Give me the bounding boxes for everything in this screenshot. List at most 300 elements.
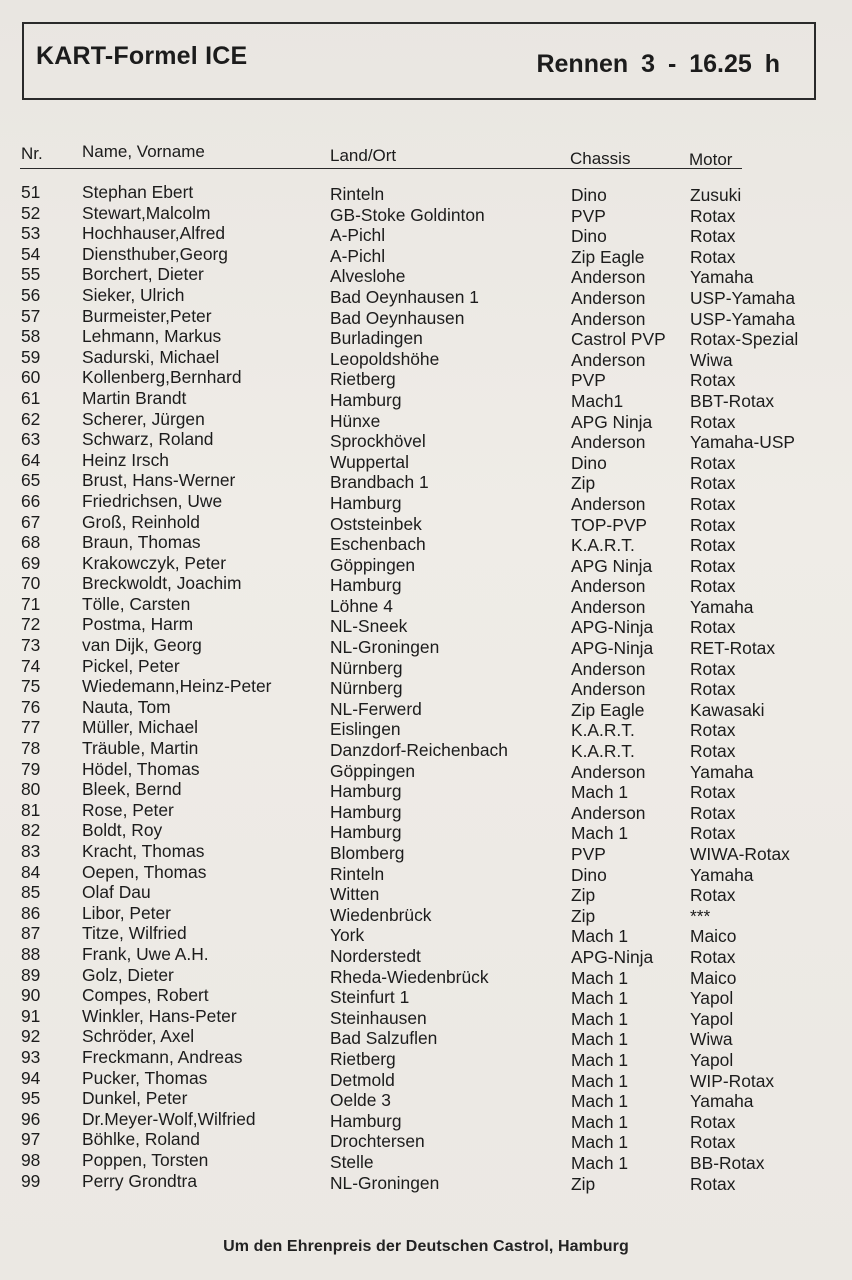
chassis-value: PVP — [571, 205, 606, 226]
driver-location: Nürnberg — [330, 657, 403, 678]
motor-value: Rotax-Spezial — [690, 329, 799, 350]
driver-name: Groß, Reinhold — [82, 511, 200, 532]
entry-number: 56 — [21, 284, 41, 305]
entry-number: 94 — [21, 1067, 41, 1088]
driver-location: Blomberg — [330, 843, 405, 863]
chassis-value: PVP — [571, 370, 606, 391]
chassis-value: Anderson — [571, 802, 646, 823]
table-row — [0, 1171, 852, 1192]
driver-location: Hamburg — [330, 1110, 402, 1131]
entry-number: 63 — [21, 429, 41, 450]
motor-value: Rotax — [690, 493, 736, 514]
motor-value: Rotax — [690, 617, 736, 638]
table-row — [0, 553, 852, 574]
chassis-value: Anderson — [571, 287, 646, 308]
driver-name: Olaf Dau — [82, 882, 151, 903]
driver-name: Compes, Robert — [82, 985, 209, 1006]
driver-location: Göppingen — [330, 554, 416, 575]
motor-value: BBT-Rotax — [690, 390, 775, 411]
chassis-value: APG Ninja — [571, 555, 653, 576]
driver-location: Brandbach 1 — [330, 472, 429, 493]
footer-note: Um den Ehrenpreis der Deutschen Castrol, Hamburg — [223, 1238, 629, 1255]
table-row — [0, 635, 852, 659]
driver-location: Hamburg — [330, 492, 402, 513]
motor-value: Rotax — [690, 535, 736, 556]
col-motor: Motor — [689, 150, 733, 169]
table-row — [0, 388, 852, 409]
motor-value: Rotax — [690, 226, 736, 247]
table-row — [0, 738, 852, 762]
entry-number: 80 — [21, 779, 41, 800]
entry-number: 90 — [21, 985, 41, 1006]
entry-number: 65 — [21, 470, 41, 491]
entry-number: 68 — [21, 532, 41, 553]
table-row — [0, 244, 852, 265]
driver-location: York — [330, 925, 365, 946]
driver-name: Müller, Michael — [82, 717, 198, 738]
entry-number: 92 — [21, 1026, 41, 1047]
entry-number: 67 — [21, 511, 41, 532]
chassis-value: APG Ninja — [571, 411, 653, 432]
chassis-value: Anderson — [571, 658, 646, 679]
entry-number: 62 — [21, 408, 41, 429]
table-row — [0, 1150, 852, 1171]
entry-number: 82 — [21, 820, 41, 841]
driver-name: Dr.Meyer-Wolf,Wilfried — [82, 1108, 256, 1129]
table-row — [0, 1129, 852, 1153]
driver-name: Stephan Ebert — [82, 182, 194, 202]
entry-number: 58 — [21, 326, 41, 347]
motor-value: Yamaha — [690, 596, 754, 617]
driver-location: Bad Oeynhausen — [330, 307, 465, 328]
driver-location: A-Pichl — [330, 225, 386, 246]
table-row — [0, 614, 852, 638]
entry-number: 99 — [21, 1170, 41, 1191]
driver-name: Tölle, Carsten — [82, 593, 191, 614]
chassis-value: Anderson — [571, 576, 646, 597]
driver-location: Hamburg — [330, 781, 402, 802]
driver-location: Steinfurt 1 — [330, 987, 410, 1008]
driver-location: Eislingen — [330, 719, 401, 740]
chassis-value: Castrol PVP — [571, 329, 666, 350]
motor-value: Yamaha — [690, 267, 754, 288]
driver-name: Postma, Harm — [82, 614, 194, 635]
table-row — [0, 223, 852, 247]
chassis-value: APG-Ninja — [571, 638, 654, 659]
chassis-value: Zip — [571, 1173, 596, 1194]
motor-value: BB-Rotax — [690, 1152, 765, 1173]
entry-number: 83 — [21, 841, 41, 861]
chassis-value: K.A.R.T. — [571, 720, 635, 741]
entry-number: 96 — [21, 1108, 41, 1129]
chassis-value: Zip — [571, 885, 596, 906]
driver-location: Göppingen — [330, 760, 416, 781]
table-row — [0, 367, 852, 391]
driver-location: Bad Salzuflen — [330, 1028, 438, 1049]
motor-value: Rotax — [690, 885, 736, 906]
motor-value: USP-Yamaha — [690, 308, 796, 329]
driver-name: Braun, Thomas — [82, 532, 201, 553]
driver-location: Detmold — [330, 1069, 395, 1090]
driver-location: Oststeinbek — [330, 513, 422, 534]
header-rule — [20, 168, 742, 169]
driver-location: Rheda-Wiedenbrück — [330, 966, 489, 987]
driver-name: Borchert, Dieter — [82, 264, 204, 285]
motor-value: Rotax — [690, 370, 736, 391]
driver-location: Hamburg — [330, 822, 402, 843]
motor-value: Rotax — [690, 823, 736, 844]
driver-name: Heinz Irsch — [82, 449, 169, 470]
table-row — [0, 470, 852, 494]
chassis-value: Anderson — [571, 761, 646, 782]
driver-location: Norderstedt — [330, 945, 421, 966]
chassis-value: Mach 1 — [571, 1008, 629, 1029]
column-headers — [0, 140, 852, 170]
entry-number: 57 — [21, 305, 41, 326]
driver-name: Dunkel, Peter — [82, 1088, 188, 1109]
table-row — [0, 1068, 852, 1089]
driver-location: Hünxe — [330, 410, 381, 431]
entry-number: 81 — [21, 799, 41, 820]
motor-value: Yapol — [690, 1008, 734, 1029]
driver-name: Freckmann, Andreas — [82, 1046, 243, 1067]
driver-name: Böhlke, Roland — [82, 1129, 200, 1150]
driver-name: Libor, Peter — [82, 902, 171, 923]
motor-value: Kawasaki — [690, 699, 765, 720]
driver-location: Danzdorf-Reichenbach — [330, 740, 508, 761]
entry-number: 60 — [21, 367, 41, 388]
driver-location: Rietberg — [330, 369, 396, 390]
motor-value: Rotax — [690, 658, 736, 679]
entry-number: 75 — [21, 676, 41, 697]
table-row — [0, 882, 852, 906]
driver-name: Schröder, Axel — [82, 1026, 195, 1047]
chassis-value: Mach 1 — [571, 967, 629, 988]
driver-name: Lehmann, Markus — [82, 326, 222, 347]
table-row — [0, 985, 852, 1009]
driver-name: Diensthuber,Georg — [82, 243, 228, 264]
motor-value: WIWA-Rotax — [690, 844, 790, 864]
table-row — [0, 347, 852, 368]
driver-name: Breckwoldt, Joachim — [82, 573, 242, 594]
driver-location: Rinteln — [330, 863, 385, 884]
motor-value: Rotax — [690, 741, 736, 762]
driver-location: NL-Groningen — [330, 1172, 440, 1193]
driver-location: Leopoldshöhe — [330, 348, 440, 369]
driver-name: Bleek, Bernd — [82, 779, 182, 800]
table-row — [0, 326, 852, 350]
motor-value: Rotax — [690, 576, 736, 597]
driver-location: Stelle — [330, 1151, 374, 1172]
chassis-value: K.A.R.T. — [571, 741, 635, 762]
driver-name: Hödel, Thomas — [82, 758, 200, 779]
table-row — [0, 1026, 852, 1050]
motor-value: Rotax — [690, 514, 736, 535]
entry-number: 72 — [21, 614, 41, 635]
table-row — [0, 903, 852, 924]
chassis-value: Mach 1 — [571, 1152, 629, 1173]
table-row — [0, 862, 852, 883]
entry-number: 53 — [21, 223, 41, 244]
entry-number: 91 — [21, 1005, 41, 1026]
entry-number: 59 — [21, 346, 41, 367]
driver-location: Nürnberg — [330, 678, 403, 699]
driver-location: NL-Groningen — [330, 637, 440, 658]
entry-list — [0, 182, 852, 1194]
entry-number: 85 — [21, 882, 41, 903]
entry-number: 76 — [21, 696, 41, 717]
col-name: Name, Vorname — [82, 142, 205, 161]
entry-number: 61 — [21, 387, 41, 408]
driver-location: NL-Ferwerd — [330, 698, 422, 719]
chassis-value: Anderson — [571, 349, 646, 370]
table-row — [0, 965, 852, 986]
driver-location: Hamburg — [330, 801, 402, 822]
driver-location: Bad Oeynhausen 1 — [330, 286, 479, 307]
header-box — [22, 22, 816, 100]
driver-location: Witten — [330, 884, 380, 905]
motor-value: Rotax — [690, 679, 736, 700]
driver-location: Rinteln — [330, 184, 385, 204]
table-row — [0, 429, 852, 453]
table-row — [0, 841, 852, 862]
chassis-value: Anderson — [571, 493, 646, 514]
chassis-value: Mach 1 — [571, 1111, 629, 1132]
driver-location: Hamburg — [330, 389, 402, 410]
table-row — [0, 1088, 852, 1112]
chassis-value: Mach 1 — [571, 1091, 629, 1112]
driver-location: Burladingen — [330, 328, 423, 349]
entry-number: 74 — [21, 655, 41, 676]
entry-number: 89 — [21, 964, 41, 985]
table-row — [0, 800, 852, 821]
driver-location: Wiedenbrück — [330, 904, 432, 925]
driver-location: Alveslohe — [330, 266, 406, 287]
table-row — [0, 1047, 852, 1068]
driver-name: Winkler, Hans-Peter — [82, 1005, 237, 1026]
driver-location: Löhne 4 — [330, 595, 393, 616]
driver-name: Kracht, Thomas — [82, 841, 205, 861]
table-row — [0, 759, 852, 780]
motor-value: Rotax — [690, 802, 736, 823]
motor-value: RET-Rotax — [690, 638, 776, 659]
driver-name: Oepen, Thomas — [82, 861, 207, 882]
motor-value: Rotax — [690, 555, 736, 576]
driver-name: Friedrichsen, Uwe — [82, 490, 223, 511]
motor-value: WIP-Rotax — [690, 1070, 775, 1091]
table-row — [0, 820, 852, 844]
driver-name: Poppen, Torsten — [82, 1149, 209, 1170]
table-row — [0, 285, 852, 306]
driver-location: Rietberg — [330, 1048, 396, 1069]
chassis-value: Mach 1 — [571, 782, 629, 803]
entry-number: 98 — [21, 1149, 41, 1170]
motor-value: USP-Yamaha — [690, 287, 796, 308]
driver-name: Golz, Dieter — [82, 964, 174, 985]
driver-location: Drochtersen — [330, 1131, 425, 1152]
motor-value: Rotax — [690, 720, 736, 741]
driver-name: Rose, Peter — [82, 799, 174, 820]
chassis-value: Zip Eagle — [571, 246, 645, 267]
driver-name: Hochhauser,Alfred — [82, 223, 226, 244]
entry-number: 95 — [21, 1088, 41, 1109]
chassis-value: APG-Ninja — [571, 617, 654, 638]
driver-location: A-Pichl — [330, 245, 386, 266]
entry-number: 69 — [21, 552, 41, 573]
driver-location: Eschenbach — [330, 534, 426, 555]
table-row — [0, 923, 852, 947]
driver-name: Kollenberg,Bernhard — [82, 367, 242, 388]
driver-name: Nauta, Tom — [82, 696, 171, 717]
table-row — [0, 491, 852, 512]
table-row — [0, 944, 852, 965]
motor-value: Yamaha — [690, 1091, 754, 1112]
chassis-value: Zip — [571, 473, 596, 494]
chassis-value: Mach 1 — [571, 1070, 629, 1091]
table-row — [0, 1006, 852, 1027]
entry-number: 97 — [21, 1129, 41, 1150]
motor-value: Yapol — [690, 988, 734, 1009]
col-chassis: Chassis — [570, 149, 631, 168]
motor-value: Rotax — [690, 1173, 736, 1194]
table-row — [0, 450, 852, 471]
driver-name: Martin Brandt — [82, 387, 187, 408]
motor-value: Zusuki — [690, 185, 742, 205]
table-row — [0, 717, 852, 741]
chassis-value: Mach 1 — [571, 823, 629, 844]
motor-value: Rotax — [690, 946, 736, 967]
driver-name: Krakowczyk, Peter — [82, 552, 226, 573]
driver-name: Brust, Hans-Werner — [82, 470, 236, 491]
table-row — [0, 532, 852, 556]
entry-number: 70 — [21, 573, 41, 594]
table-row — [0, 306, 852, 327]
col-ort: Land/Ort — [330, 146, 397, 165]
driver-name: Stewart,Malcolm — [82, 202, 211, 223]
motor-value: Rotax — [690, 205, 736, 226]
driver-location: Steinhausen — [330, 1007, 427, 1028]
table-row — [0, 409, 852, 430]
col-nr: Nr. — [21, 144, 43, 163]
motor-value: Maico — [690, 926, 737, 947]
driver-name: Sadurski, Michael — [82, 346, 220, 367]
chassis-value: PVP — [571, 844, 606, 864]
driver-location: Oelde 3 — [330, 1090, 391, 1111]
chassis-value: Anderson — [571, 432, 646, 453]
motor-value: Rotax — [690, 411, 736, 432]
motor-value: Rotax — [690, 1111, 736, 1132]
table-row — [0, 182, 852, 203]
driver-name: Schwarz, Roland — [82, 429, 214, 450]
driver-name: Frank, Uwe A.H. — [82, 943, 209, 964]
chassis-value: Dino — [571, 185, 607, 205]
motor-value: Wiwa — [690, 1029, 733, 1050]
class-title: KART-Formel ICE — [36, 42, 248, 70]
entry-number: 88 — [21, 943, 41, 964]
table-row — [0, 512, 852, 533]
motor-value: Rotax — [690, 1132, 736, 1153]
table-row — [0, 779, 852, 803]
entry-number: 55 — [21, 264, 41, 285]
table-row — [0, 594, 852, 615]
entry-number: 77 — [21, 717, 41, 738]
driver-name: Burmeister,Peter — [82, 305, 212, 326]
driver-name: Träuble, Martin — [82, 738, 199, 759]
driver-name: van Dijk, Georg — [82, 635, 202, 656]
chassis-value: K.A.R.T. — [571, 535, 635, 556]
motor-value: Rotax — [690, 452, 736, 473]
table-row — [0, 573, 852, 597]
entry-number: 51 — [21, 182, 41, 202]
driver-name: Scherer, Jürgen — [82, 408, 205, 429]
entry-number: 79 — [21, 758, 41, 779]
driver-name: Perry Grondtra — [82, 1170, 198, 1191]
chassis-value: Mach 1 — [571, 926, 629, 947]
chassis-value: Anderson — [571, 308, 646, 329]
chassis-value: Anderson — [571, 679, 646, 700]
entry-number: 54 — [21, 243, 41, 264]
chassis-value: TOP-PVP — [571, 514, 648, 535]
driver-name: Titze, Wilfried — [82, 923, 187, 944]
driver-location: Wuppertal — [330, 451, 409, 472]
chassis-value: Zip Eagle — [571, 699, 645, 720]
chassis-value: Anderson — [571, 267, 646, 288]
table-row — [0, 1109, 852, 1130]
driver-location: Sprockhövel — [330, 431, 426, 452]
chassis-value: Anderson — [571, 596, 646, 617]
driver-name: Wiedemann,Heinz-Peter — [82, 676, 272, 697]
entry-number: 87 — [21, 923, 41, 944]
motor-value: Rotax — [690, 246, 736, 267]
chassis-value: Dino — [571, 226, 607, 247]
table-row — [0, 264, 852, 288]
chassis-value: Mach 1 — [571, 1049, 629, 1070]
motor-value: Rotax — [690, 782, 736, 803]
chassis-value: Mach 1 — [571, 988, 629, 1009]
driver-location: NL-Sneek — [330, 616, 408, 637]
chassis-value: Zip — [571, 905, 596, 926]
entry-number: 93 — [21, 1046, 41, 1067]
motor-value: Maico — [690, 967, 737, 988]
motor-value: *** — [690, 905, 711, 926]
chassis-value: Mach1 — [571, 390, 624, 411]
driver-location: Hamburg — [330, 575, 402, 596]
table-row — [0, 676, 852, 700]
driver-name: Sieker, Ulrich — [82, 284, 185, 305]
chassis-value: APG-Ninja — [571, 946, 654, 967]
table-row — [0, 656, 852, 677]
entry-number: 86 — [21, 902, 41, 923]
chassis-value: Mach 1 — [571, 1029, 629, 1050]
entry-number: 73 — [21, 635, 41, 656]
motor-value: Yapol — [690, 1049, 734, 1070]
driver-name: Boldt, Roy — [82, 820, 163, 841]
table-row — [0, 697, 852, 718]
motor-value: Yamaha-USP — [690, 432, 796, 453]
entry-number: 71 — [21, 593, 41, 614]
chassis-value: Mach 1 — [571, 1132, 629, 1153]
motor-value: Yamaha — [690, 864, 754, 885]
table-row — [0, 203, 852, 224]
driver-name: Pucker, Thomas — [82, 1067, 208, 1088]
entry-number: 66 — [21, 490, 41, 511]
chassis-value: Dino — [571, 864, 607, 885]
chassis-value: Dino — [571, 452, 607, 473]
entry-number: 84 — [21, 861, 41, 882]
entry-number: 78 — [21, 738, 41, 759]
entry-number: 64 — [21, 449, 41, 470]
driver-name: Pickel, Peter — [82, 655, 180, 676]
